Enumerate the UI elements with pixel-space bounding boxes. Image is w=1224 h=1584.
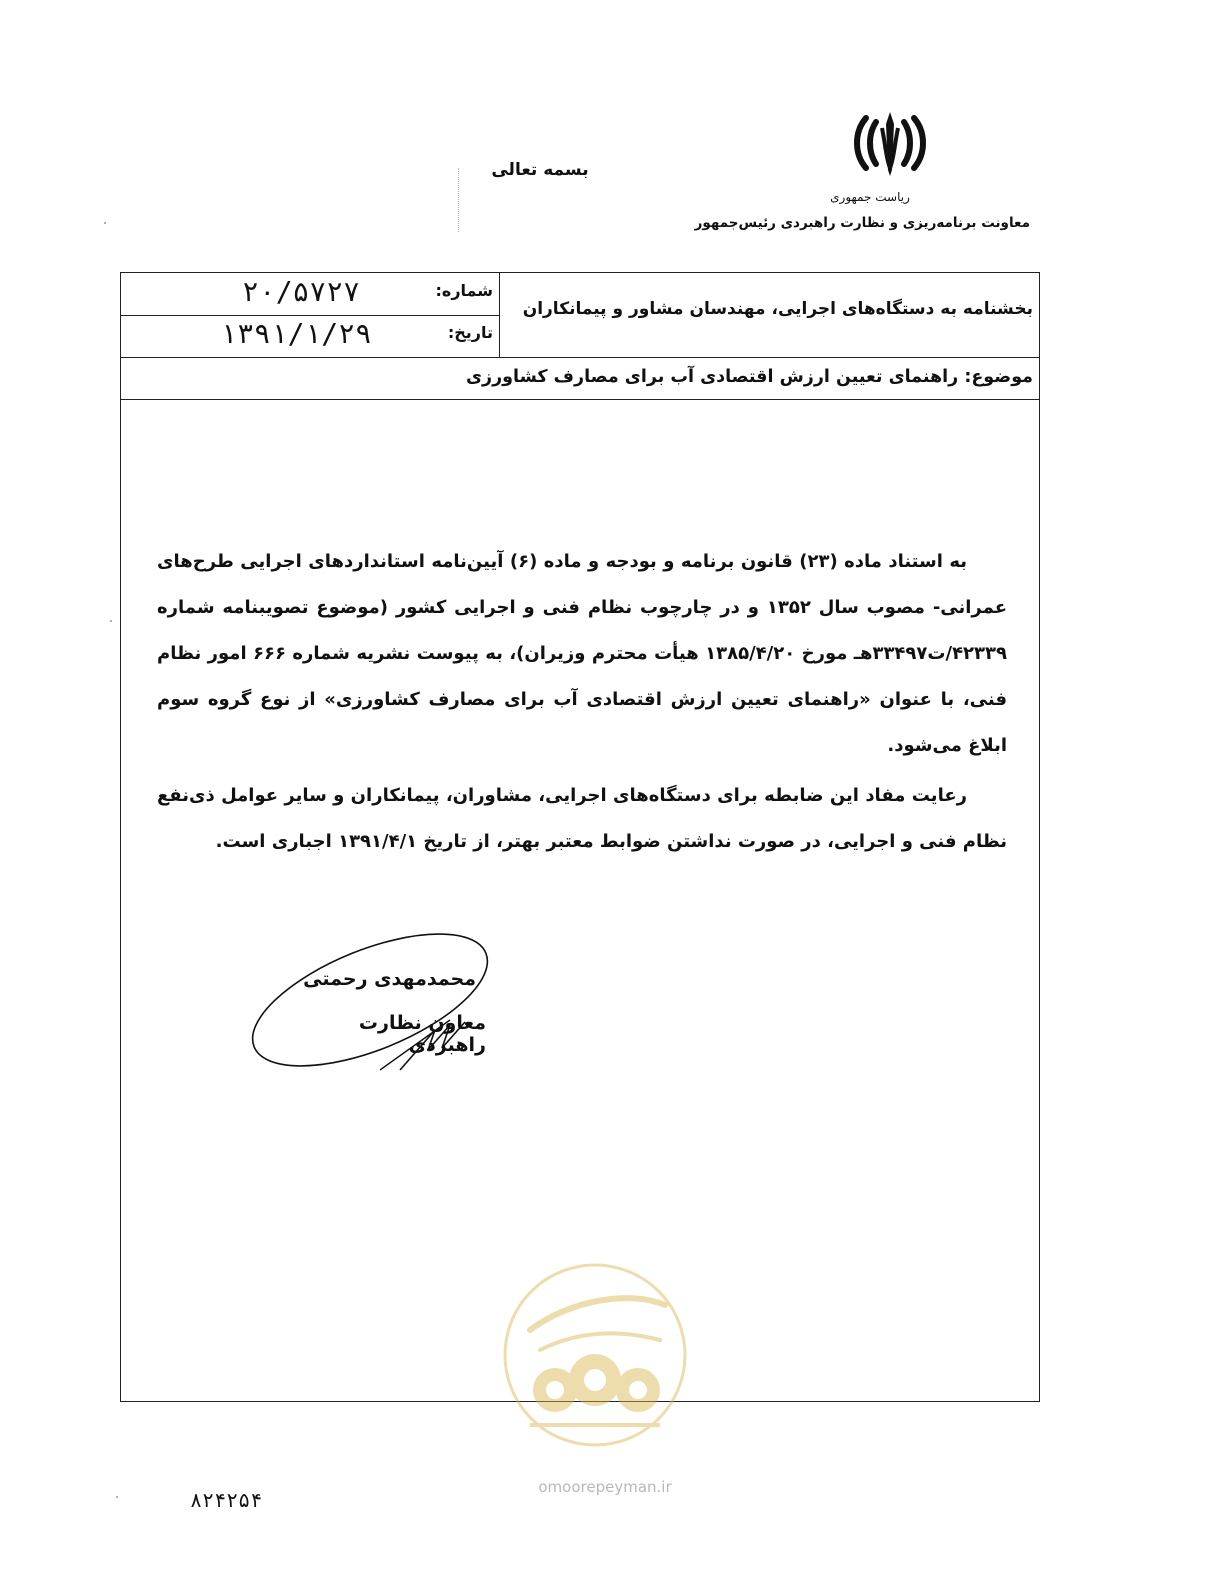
date-label: تاریخ: — [447, 323, 493, 342]
number-label: شماره: — [435, 281, 493, 300]
letter-frame — [120, 272, 1040, 1402]
scan-speck — [116, 1496, 118, 1498]
letter-date: ۱۳۹۱/۱/۲۹ — [220, 317, 372, 350]
signatory-name: محمدمهدی رحمتی — [303, 968, 476, 990]
handwritten-signature — [250, 920, 500, 1080]
iran-emblem-icon — [852, 108, 928, 178]
header-bottom-line — [121, 357, 1039, 358]
body-paragraph-1: به استناد ماده (۲۳) قانون برنامه و بودجه و ماده (۶) آیین‌نامه استانداردهای اجرایی طرح‌های عمرانی- مصوب سال ۱۳۵۲ و در چارچوب نظام فنی و اجرایی کشور (موضوع تصویبنامه شماره ۴۲۳۳۹/ت۳۳۴۹۷هـ مورخ ۱۳۸۵/۴/۲۰ هیأت محترم وزیران)، به پیوست نشریه شماره ۶۶۶ امور نظام فنی، با عنوان «راهنمای تعیین ارزش اقتصادی آب برای مصارف کشاورزی» از نوع گروه سوم ابلاغ می‌شود. — [157, 551, 1007, 756]
header-split-line — [499, 273, 500, 357]
header-divider — [458, 168, 459, 232]
letter-number: ۲۰/۵۷۲۷ — [241, 275, 360, 308]
basmala: بسمه تعالی — [491, 160, 589, 180]
subject: موضوع: راهنمای تعیین ارزش اقتصادی آب برای مصارف کشاورزی — [465, 367, 1033, 387]
deputy-office-label: معاونت برنامه‌ریزی و نظارت راهبردی رئیس‌جمهور — [694, 215, 1030, 231]
watermark-logo — [500, 1260, 690, 1450]
scan-speck — [104, 222, 106, 224]
signatory-title: معاون نظارت راهبردی — [358, 1012, 486, 1056]
subject-bottom-line — [121, 399, 1039, 400]
presidency-label: ریاست جمهوری — [830, 190, 910, 204]
scan-speck — [110, 620, 112, 622]
watermark-url: omoorepeyman.ir — [538, 1478, 672, 1496]
body-paragraph-2: رعایت مفاد این ضابطه برای دستگاه‌های اجرایی، مشاوران، پیمانکاران و سایر عوامل ذی‌نفع نظام فنی و اجرایی، در صورت نداشتن ضوابط معتبر بهتر، از تاریخ ۱۳۹۱/۴/۱ اجباری است. — [157, 785, 1007, 852]
recipient: بخشنامه به دستگاه‌های اجرایی، مهندسان مشاور و پیمانکاران — [522, 299, 1033, 319]
serial-number: ۸۲۴۲۵۴ — [190, 1488, 263, 1512]
letter-body — [157, 539, 1007, 869]
number-date-divider — [121, 315, 499, 316]
